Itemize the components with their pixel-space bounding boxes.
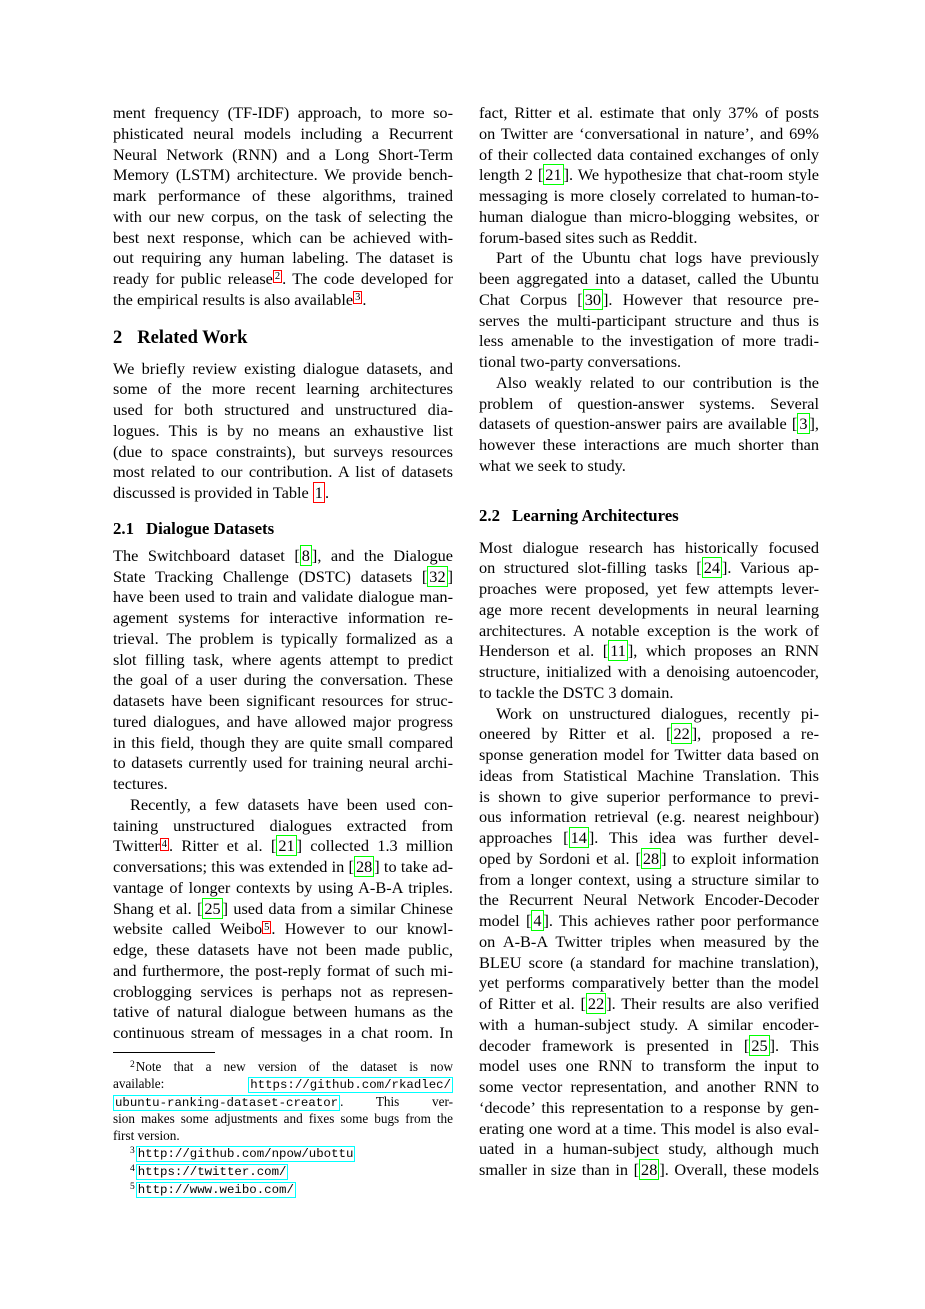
body-text: BLEU score (a standard for machine translation),	[479, 952, 819, 972]
body-text: erating one word at a time. This model is also eval-	[479, 1118, 819, 1138]
body-text: phisticated neural models including a Recurrent	[113, 123, 453, 143]
body-text: ], proposed a re-	[691, 724, 820, 744]
body-text: .	[324, 483, 330, 502]
body-text: edge, these datasets have not been made public,	[113, 940, 453, 959]
text-line	[479, 269, 819, 290]
text-line	[479, 207, 819, 228]
body-text: Part of the Ubuntu chat logs have previously	[496, 248, 819, 268]
text-line	[113, 1076, 453, 1094]
footnote-marker: 2	[130, 1059, 135, 1070]
text-line	[479, 787, 819, 808]
footnote-ref-number[interactable]: 5	[264, 921, 270, 933]
body-text: Also weakly related to our contribution is the	[496, 372, 819, 392]
body-text: forum-based sites such as Reddit.	[479, 227, 698, 247]
body-text: datasets have been significant resources for struc-	[113, 691, 453, 710]
body-text: with our new corpus, on the task of selecting the	[113, 206, 453, 226]
footnote	[113, 1145, 453, 1163]
body-text: with a human-subject study. A similar encoder-	[479, 1014, 819, 1034]
body-text: We briefly review existing dialogue datasets, and	[113, 358, 453, 378]
body-text: conversations; this was extended in [	[113, 857, 354, 876]
paragraph	[113, 546, 453, 795]
body-text: the Recurrent Neural Network Encoder-Decoder	[479, 890, 819, 910]
text-line	[113, 961, 453, 982]
footnote-ref-link[interactable]	[262, 922, 271, 933]
body-text: tectures.	[113, 774, 168, 793]
body-text: the goal of a user during the conversation. These	[113, 670, 453, 690]
body-text: datasets of question-answer pairs are available [	[479, 414, 798, 434]
text-line	[113, 774, 453, 795]
column-right	[479, 103, 819, 1181]
citation-link[interactable]: 28	[641, 1160, 658, 1179]
text-line	[479, 621, 819, 642]
body-text: Shang et al. [	[113, 898, 203, 918]
body-text: structure, initialized with a denoising autoencoder,	[479, 662, 819, 681]
body-text: ‘decode’ this representation to a response by gen-	[479, 1097, 819, 1117]
text-line	[479, 186, 819, 207]
body-text: taining unstructured dialogues extracted from	[113, 815, 453, 835]
body-text: mark performance of these algorithms, trained	[113, 186, 453, 205]
text-line	[113, 145, 453, 166]
paragraph	[479, 538, 819, 704]
text-line	[113, 546, 453, 567]
body-text: ]. However that resource pre-	[603, 289, 819, 309]
body-text: tative of natural dialogue between humans as the	[113, 1002, 453, 1022]
body-text: some vector representation, and another RNN to	[479, 1077, 819, 1096]
text-line	[479, 911, 819, 932]
body-text: proaches were proposed, yet few attempts lever-	[479, 579, 819, 598]
text-line	[113, 1002, 453, 1023]
text-line	[113, 1128, 453, 1145]
text-line	[113, 795, 453, 816]
text-line	[113, 248, 453, 269]
text-line	[479, 248, 819, 269]
table-ref-link[interactable]: 1	[314, 483, 323, 502]
text-line	[113, 165, 453, 186]
text-line	[479, 290, 819, 311]
text-line	[113, 1163, 453, 1181]
text-line	[113, 1094, 453, 1112]
paragraph	[113, 359, 453, 504]
body-text: .	[362, 289, 367, 309]
text-line	[113, 1181, 453, 1199]
body-text: serves the multi-participant structure and thus is	[479, 310, 819, 330]
body-text: . The code developed for	[282, 269, 454, 288]
text-line	[113, 857, 453, 878]
text-line	[479, 352, 819, 373]
body-text: to datasets currently used for training neural archi-	[113, 753, 453, 773]
url-link[interactable]: https://twitter.com/	[137, 1165, 287, 1180]
citation-link[interactable]: 25	[204, 898, 221, 918]
text-line	[113, 816, 453, 837]
body-text: trieval. The problem is typically formalized as a	[113, 628, 453, 648]
body-text: sion makes some adjustments and fixes some bugs from the	[113, 1111, 453, 1127]
text-line	[113, 982, 453, 1003]
text-line	[113, 228, 453, 249]
body-text: tured dialogues, and have allowed major progress	[113, 711, 453, 731]
body-text: ready for public release	[113, 269, 273, 288]
body-text: available:	[113, 1075, 249, 1091]
text-line	[479, 1119, 819, 1140]
footnote-marker: 4	[130, 1164, 135, 1175]
citation-link[interactable]: 21	[545, 165, 562, 185]
heading-2	[113, 327, 453, 349]
footnote-rule	[113, 1052, 215, 1053]
text-line	[479, 373, 819, 394]
text-line	[113, 567, 453, 588]
body-text: The Switchboard dataset [	[113, 545, 300, 565]
text-line	[113, 733, 453, 754]
body-text: and furthermore, the post-reply format of such mi-	[113, 960, 453, 980]
body-text: . However to our knowl-	[271, 919, 453, 939]
body-text: ]. Overall, these models	[659, 1160, 820, 1179]
citation-link[interactable]: 32	[429, 566, 446, 586]
body-text: Note that a new version of the dataset is now	[135, 1058, 453, 1074]
body-text: ] to take ad-	[374, 857, 454, 876]
footnote-ref-link[interactable]	[273, 271, 282, 282]
footnote	[113, 1181, 453, 1199]
paragraph	[479, 704, 819, 1181]
text-line	[479, 870, 819, 891]
body-text: croblogging services is perhaps not as represen-	[113, 981, 453, 1001]
text-line	[479, 145, 819, 166]
text-line	[479, 311, 819, 332]
body-text: on structured slot-filling tasks [	[479, 558, 702, 578]
text-line	[479, 1160, 819, 1181]
body-text: of Ritter et al. [	[479, 994, 586, 1013]
body-text: ideas from Statistical Machine Translation. This	[479, 765, 819, 785]
text-line	[479, 683, 819, 704]
text-line	[113, 359, 453, 380]
body-text: is shown to give superior performance to previ-	[479, 786, 819, 806]
body-text: best next response, which can be achieved with-	[113, 227, 453, 247]
text-line	[113, 186, 453, 207]
text-line	[479, 890, 819, 911]
column-left	[113, 103, 453, 1199]
citation-link[interactable]: 28	[642, 848, 660, 868]
text-line	[479, 724, 819, 745]
footnote	[113, 1059, 453, 1146]
body-text: the empirical results is also available	[113, 289, 354, 309]
body-text: on Twitter are ‘conversational in nature’, and 69%	[479, 123, 819, 143]
body-text: ]. Their results are also verified	[606, 994, 819, 1013]
text-line	[479, 1015, 819, 1036]
text-line	[479, 1098, 819, 1119]
body-text: decoder framework is presented in [	[479, 1035, 750, 1055]
body-text: in this field, though they are quite small compared	[113, 732, 453, 752]
text-line	[479, 704, 819, 725]
citation-link[interactable]: 28	[355, 857, 373, 876]
text-line	[113, 608, 453, 629]
text-line	[113, 629, 453, 650]
url-link[interactable]: http://www.weibo.com/	[137, 1183, 294, 1198]
body-text: ], which proposes an RNN	[627, 641, 819, 661]
body-text: yet performs comparatively better than the model	[479, 973, 819, 993]
text-line	[113, 712, 453, 733]
text-line	[113, 753, 453, 774]
text-line	[113, 483, 453, 504]
body-text: architectures. A notable exception is the work of	[479, 620, 819, 640]
heading-number: 2.2	[479, 505, 500, 525]
body-text: Twitter	[113, 836, 160, 856]
body-text: discussed is provided in Table	[113, 483, 313, 502]
text-line	[479, 165, 819, 186]
citation-link[interactable]: 21	[278, 836, 295, 856]
body-text: used for both structured and unstructured dia-	[113, 400, 453, 419]
text-line	[113, 940, 453, 961]
text-line	[479, 456, 819, 477]
url-link[interactable]: http://github.com/npow/ubottu	[137, 1147, 354, 1162]
body-text: approaches [	[479, 828, 569, 847]
body-text: ] used data from a similar Chinese	[222, 898, 453, 918]
citation-link[interactable]: 3	[799, 414, 808, 434]
text-line	[479, 745, 819, 766]
text-line	[479, 228, 819, 249]
body-text: less amenable to the investigation of more tradi-	[479, 331, 819, 351]
citation-link[interactable]: 25	[751, 1035, 768, 1055]
text-line	[479, 662, 819, 683]
heading-number: 2.1	[113, 518, 134, 538]
text-line	[479, 932, 819, 953]
body-text: . Ritter et al. [	[169, 836, 277, 856]
body-text: model [	[479, 911, 532, 930]
body-text: uated in a human-subject study, although much	[479, 1139, 819, 1159]
heading-title: Dialogue Datasets	[145, 518, 275, 538]
text-line	[479, 558, 819, 579]
text-line	[113, 691, 453, 712]
body-text: however these interactions are much shorter than	[479, 435, 819, 454]
text-line	[479, 953, 819, 974]
body-text: model uses one RNN to transform the input to	[479, 1056, 819, 1076]
body-text: messaging is more closely correlated to human-to-	[479, 186, 819, 205]
body-text: fact, Ritter et al. estimate that only 37% of posts	[479, 103, 819, 122]
footnote-ref-number[interactable]: 3	[355, 292, 361, 304]
text-line	[479, 807, 819, 828]
citation-link[interactable]: 11	[610, 641, 626, 661]
text-line	[113, 207, 453, 228]
body-text: smaller in size than in [	[479, 1160, 640, 1179]
text-line	[113, 421, 453, 442]
body-text: of their collected data contained exchanges of only	[479, 144, 819, 164]
text-line	[479, 766, 819, 787]
text-line	[113, 587, 453, 608]
body-text: Neural Network (RNN) and a Long Short-Term	[113, 144, 453, 164]
citation-link[interactable]: 22	[587, 994, 605, 1013]
body-text: on A-B-A Twitter triples when measured by the	[479, 931, 819, 951]
text-line	[113, 878, 453, 899]
text-line	[479, 1077, 819, 1098]
body-text: oneered by Ritter et al. [	[479, 724, 672, 744]
paragraph	[113, 795, 453, 1044]
body-text: website called Weibo	[113, 919, 263, 939]
text-line	[113, 899, 453, 920]
text-line	[113, 269, 453, 290]
text-line	[113, 290, 453, 311]
text-line	[113, 919, 453, 940]
body-text: tional two-party conversations.	[479, 352, 682, 371]
text-line	[479, 124, 819, 145]
body-text: Recently, a few datasets have been used con-	[130, 794, 453, 814]
citation-link[interactable]: 14	[570, 828, 587, 847]
text-line	[479, 994, 819, 1015]
footnote-ref-link[interactable]	[353, 292, 362, 303]
body-text: ]. This achieves rather poor performance	[543, 911, 820, 930]
body-text: problem of question-answer systems. Several	[479, 393, 819, 413]
body-text: ]. This idea was further devel-	[588, 828, 819, 847]
footnote-ref-number[interactable]: 4	[161, 838, 168, 850]
text-line	[479, 641, 819, 662]
url-link[interactable]: https://github.com/rkadlec/	[250, 1077, 451, 1092]
text-line	[479, 600, 819, 621]
body-text: agement systems for interactive information re-	[113, 608, 453, 627]
citation-link[interactable]: 8	[301, 545, 310, 565]
heading-number: 2	[113, 327, 123, 348]
text-line	[113, 442, 453, 463]
text-line	[113, 103, 453, 124]
body-text: length 2 [	[479, 165, 544, 185]
footnote-ref-number[interactable]: 2	[274, 271, 281, 283]
body-text: first version.	[113, 1128, 180, 1144]
paragraph	[479, 103, 819, 248]
heading-title: Related Work	[137, 327, 248, 348]
body-text: ] collected 1.3 million	[296, 836, 454, 856]
text-line	[113, 650, 453, 671]
body-text: ]. This	[769, 1035, 819, 1055]
text-line	[479, 394, 819, 415]
body-text: ment frequency (TF-IDF) approach, to more so-	[113, 103, 453, 122]
body-text: human dialogue than micro-blogging websites, or	[479, 206, 819, 226]
footnote	[113, 1163, 453, 1181]
body-text: ],	[809, 414, 819, 434]
text-line	[113, 400, 453, 421]
body-text: continuous stream of messages in a chat room. In	[113, 1023, 453, 1042]
text-line	[479, 331, 819, 352]
body-text: logues. This is by no means an exhaustive list	[113, 420, 453, 440]
body-text: been aggregated into a dataset, called the Ubuntu	[479, 269, 819, 288]
text-line	[479, 435, 819, 456]
body-text: have been used to train and validate dialogue man-	[113, 587, 453, 607]
body-text: ]	[447, 566, 453, 586]
body-text: age more recent developments in neural learning	[479, 599, 819, 619]
text-line	[479, 579, 819, 600]
citation-link[interactable]: 4	[533, 911, 542, 930]
text-line	[479, 828, 819, 849]
text-line	[113, 1145, 453, 1163]
heading-2.2	[479, 506, 819, 525]
body-text: Work on unstructured dialogues, recently pi-	[496, 703, 819, 723]
paragraph	[113, 103, 453, 311]
footnote-marker: 5	[130, 1182, 135, 1193]
body-text: oped by Sordoni et al. [	[479, 848, 641, 868]
citation-link[interactable]: 22	[673, 724, 690, 744]
body-text: ous information retrieval (e.g. nearest neighbour)	[479, 807, 819, 827]
text-line	[479, 1036, 819, 1057]
body-text: ]. Various ap-	[721, 558, 820, 578]
paragraph	[479, 248, 819, 373]
text-line	[113, 1111, 453, 1128]
url-link[interactable]: ubuntu-ranking-dataset-creator	[115, 1095, 339, 1110]
paragraph	[479, 373, 819, 477]
body-text: from a longer context, using a structure similar to	[479, 869, 819, 889]
text-line	[479, 849, 819, 870]
text-line	[479, 538, 819, 559]
body-text: most related to our contribution. A list of datasets	[113, 462, 453, 482]
body-text: State Tracking Challenge (DSTC) datasets [	[113, 566, 428, 586]
heading-title: Learning Architectures	[511, 505, 679, 525]
text-line	[113, 1023, 453, 1044]
text-line	[113, 1059, 453, 1076]
body-text: ]. We hypothesize that chat-room style	[563, 165, 819, 185]
text-line	[113, 379, 453, 400]
footnote-marker: 3	[130, 1146, 135, 1157]
text-line	[479, 414, 819, 435]
body-text: (due to space constraints), but surveys resources	[113, 441, 453, 461]
body-text: some of the more recent learning architectures	[113, 379, 453, 399]
body-text: sponse generation model for Twitter data based on	[479, 745, 819, 764]
text-line	[479, 1139, 819, 1160]
text-line	[479, 1056, 819, 1077]
text-line	[113, 462, 453, 483]
citation-link[interactable]: 24	[703, 558, 720, 578]
body-text: out requiring any human labeling. The dataset is	[113, 248, 453, 268]
body-text: vantage of longer contexts by using A-B-A triples.	[113, 877, 453, 897]
body-text: ] to exploit information	[661, 848, 819, 868]
footnote-ref-link[interactable]	[160, 839, 169, 850]
heading-2.1	[113, 519, 453, 538]
text-line	[113, 124, 453, 145]
body-text: slot filling task, where agents attempt to predict	[113, 649, 453, 669]
body-text: . This ver-	[340, 1093, 453, 1109]
body-text: Chat Corpus [	[479, 289, 583, 309]
body-text: what we seek to study.	[479, 455, 626, 475]
text-line	[479, 103, 819, 124]
body-text: ], and the Dialogue	[311, 545, 453, 565]
text-line	[113, 670, 453, 691]
body-text: Memory (LSTM) architecture. We provide bench-	[113, 165, 453, 185]
text-line	[113, 836, 453, 857]
citation-link[interactable]: 30	[584, 289, 602, 309]
text-line	[479, 973, 819, 994]
body-text: Most dialogue research has historically focused	[479, 537, 819, 557]
body-text: to tackle the DSTC 3 domain.	[479, 682, 674, 702]
body-text: Henderson et al. [	[479, 641, 609, 661]
